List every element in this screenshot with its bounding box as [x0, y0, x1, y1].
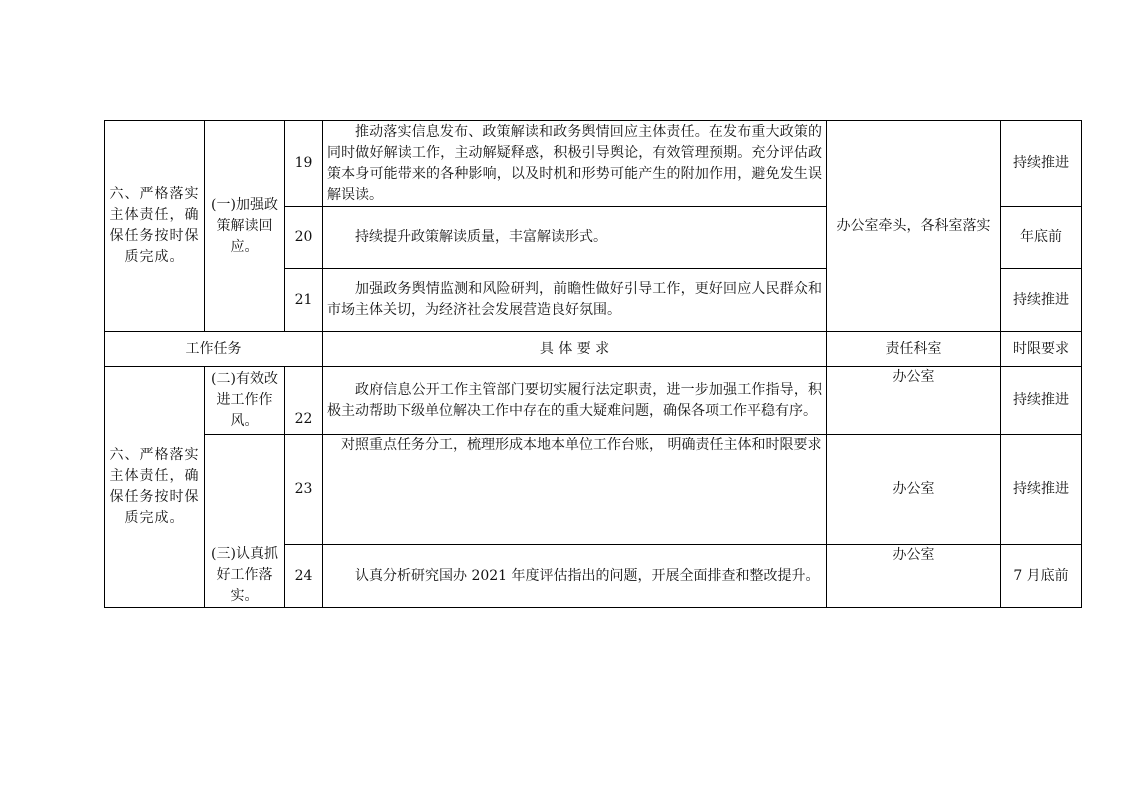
table-row [105, 121, 1082, 207]
work-task-table [104, 120, 1082, 608]
requirement-cell: 政府信息公开工作主管部门要切实履行法定职责，进一步加强工作指导，积极主动帮助下级单位解决工作中存在的重大疑难问题，确保各项工作平稳有序。 [323, 367, 827, 435]
deadline-cell: 持续推进 [1001, 121, 1082, 207]
row-number: 21 [285, 269, 323, 332]
header-task: 工作任务 [105, 332, 323, 367]
deadline-cell: 年底前 [1001, 207, 1082, 269]
header-requirement: 具 体 要 求 [323, 332, 827, 367]
requirement-cell: 推动落实信息发布、政策解读和政务舆情回应主体责任。在发布重大政策的同时做好解读工作，主动解疑释惑，积极引导舆论，有效管理预期。充分评估政策本身可能带来的各种影响，以及时机和形势可能产生的附加作用，避免发生误解误读。 [323, 121, 827, 207]
row-number: 24 [285, 545, 323, 608]
row-number: 23 [285, 435, 323, 545]
subtask-cell: (一)加强政策解读回应。 [205, 121, 285, 332]
row-number: 19 [285, 121, 323, 207]
requirement-cell: 对照重点任务分工，梳理形成本地本单位工作台账， 明确责任主体和时限要求 [323, 435, 827, 545]
deadline-cell: 持续推进 [1001, 435, 1082, 545]
subtask-cell: (三)认真抓好工作落实。 [205, 435, 285, 608]
table-row [105, 367, 1082, 435]
header-row [105, 332, 1082, 367]
header-office: 责任科室 [827, 332, 1001, 367]
task-cell: 六、严格落实主体责任，确保任务按时保质完成。 [105, 121, 205, 332]
office-cell: 办公室 [827, 545, 1001, 608]
requirement-cell: 加强政务舆情监测和风险研判，前瞻性做好引导工作，更好回应人民群众和市场主体关切，为经济社会发展营造良好氛围。 [323, 269, 827, 332]
header-deadline: 时限要求 [1001, 332, 1082, 367]
requirement-cell: 持续提升政策解读质量，丰富解读形式。 [323, 207, 827, 269]
deadline-cell: 持续推进 [1001, 367, 1082, 435]
subtask-cell: (二)有效改进工作作风。 [205, 367, 285, 435]
office-cell: 办公室 [827, 435, 1001, 545]
office-cell: 办公室 [827, 367, 1001, 435]
task-cell: 六、严格落实主体责任，确保任务按时保质完成。 [105, 367, 205, 608]
row-number: 20 [285, 207, 323, 269]
table-row [105, 435, 1082, 545]
deadline-cell: 持续推进 [1001, 269, 1082, 332]
deadline-cell: 7 月底前 [1001, 545, 1082, 608]
requirement-cell: 认真分析研究国办 2021 年度评估指出的问题，开展全面排查和整改提升。 [323, 545, 827, 608]
office-cell: 办公室牵头，各科室落实 [827, 121, 1001, 332]
row-number: 22 [285, 367, 323, 435]
